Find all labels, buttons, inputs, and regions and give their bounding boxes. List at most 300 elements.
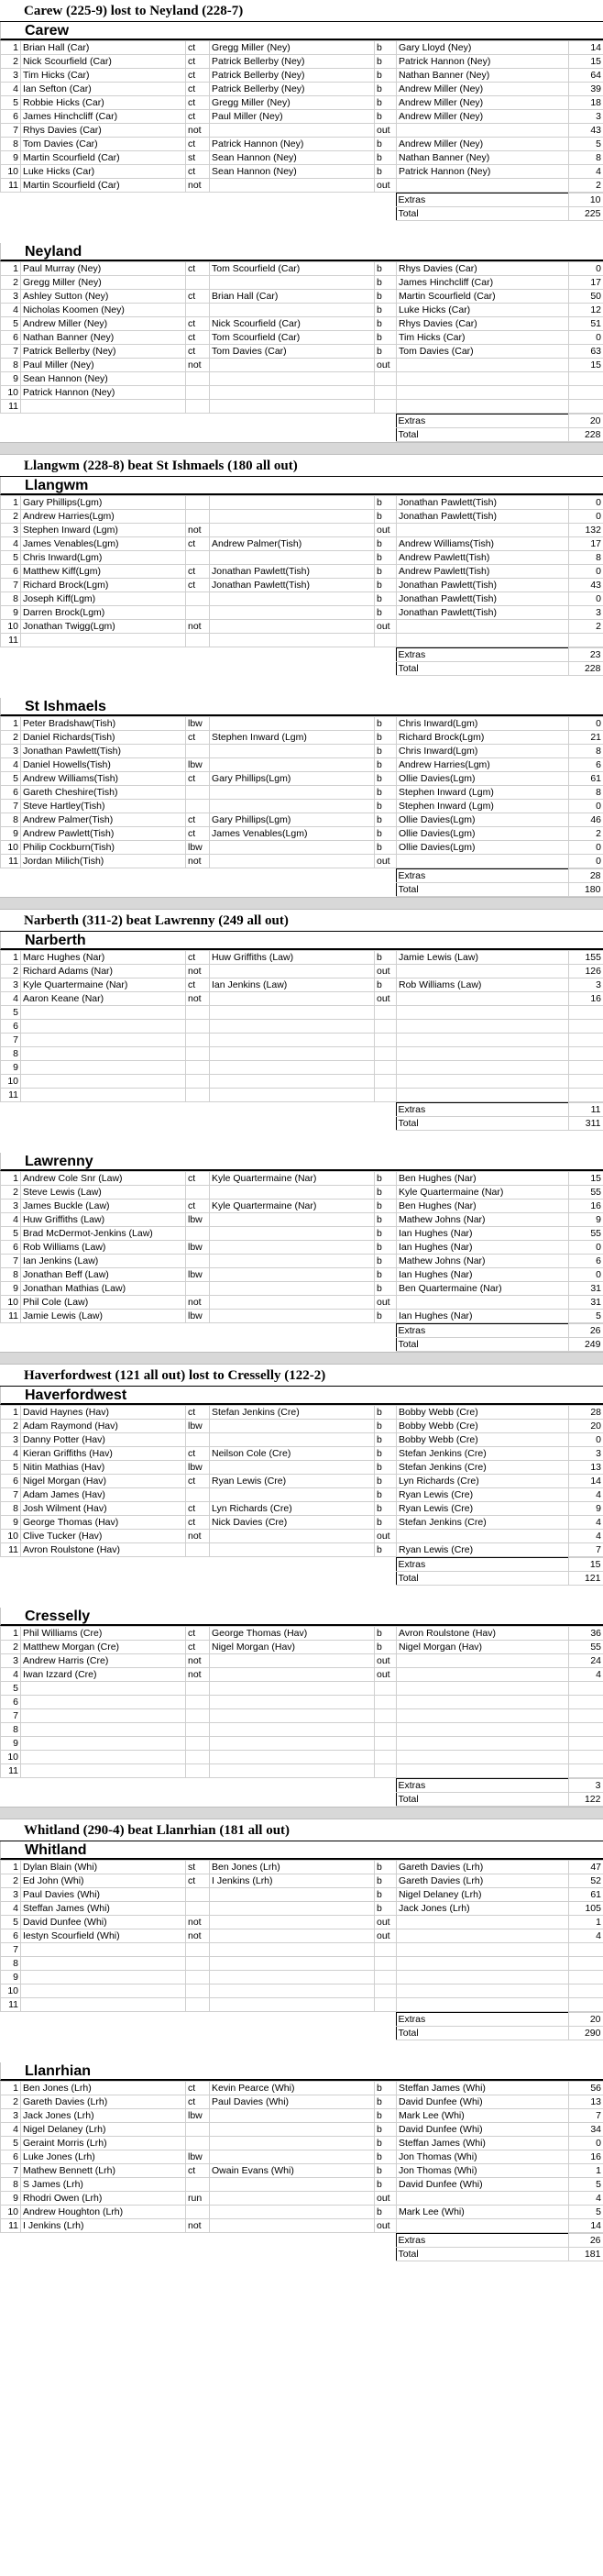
extras-value: 20 xyxy=(568,415,603,428)
batting-row xyxy=(1,1641,603,1654)
bowled-marker: b xyxy=(375,304,397,317)
batter-number: 9 xyxy=(1,372,21,386)
fielder-name: Tom Davies (Car) xyxy=(210,345,375,359)
batter-number: 7 xyxy=(1,579,21,592)
batter-number: 5 xyxy=(1,551,21,565)
batter-runs: 31 xyxy=(569,1282,603,1296)
batter-number: 10 xyxy=(1,1530,21,1543)
batter-runs xyxy=(569,1957,603,1971)
dismissal-type: lbw xyxy=(186,717,210,731)
bowled-marker xyxy=(375,1723,397,1737)
dismissal-type: ct xyxy=(186,1406,210,1420)
bowler-name: Martin Scourfield (Car) xyxy=(397,290,569,304)
batter-runs: 4 xyxy=(569,165,603,179)
bowled-marker xyxy=(375,1709,397,1723)
fielder-name xyxy=(210,304,375,317)
dismissal-type xyxy=(186,372,210,386)
fielder-name xyxy=(210,1530,375,1543)
batting-row xyxy=(1,1006,603,1020)
fielder-name: Jonathan Pawlett(Tish) xyxy=(210,565,375,579)
dismissal-type: ct xyxy=(186,165,210,179)
batting-row xyxy=(1,41,603,55)
batter-name: Jonathan Twigg(Lgm) xyxy=(21,620,186,634)
bowler-name: Andrew Miller (Ney) xyxy=(397,138,569,151)
dismissal-type xyxy=(186,1902,210,1916)
dismissal-type: not xyxy=(186,992,210,1006)
bowled-marker xyxy=(375,1006,397,1020)
team-name: Neyland xyxy=(0,243,603,261)
dismissal-type: lbw xyxy=(186,1310,210,1323)
bowler-name xyxy=(397,855,569,868)
batter-name: Nicholas Koomen (Ney) xyxy=(21,304,186,317)
bowled-marker xyxy=(375,1034,397,1047)
bowler-name: Jonathan Pawlett(Tish) xyxy=(397,592,569,606)
batting-row xyxy=(1,1420,603,1433)
batter-number: 7 xyxy=(1,2164,21,2178)
bowled-marker: b xyxy=(375,537,397,551)
bowler-name xyxy=(397,1047,569,1061)
batting-row xyxy=(1,2178,603,2192)
fielder-name: Andrew Palmer(Tish) xyxy=(210,537,375,551)
batter-name: Gareth Davies (Lrh) xyxy=(21,2095,186,2109)
batting-row xyxy=(1,1709,603,1723)
fielder-name xyxy=(210,1296,375,1310)
fielder-name: Ryan Lewis (Cre) xyxy=(210,1475,375,1488)
blank-cell xyxy=(0,1793,396,1807)
batter-runs: 46 xyxy=(569,813,603,827)
blank-cell xyxy=(0,2248,396,2261)
match-title: Haverfordwest (121 all out) lost to Cresselly (122-2) xyxy=(0,1365,603,1387)
bowler-name: Steffan James (Whi) xyxy=(397,2137,569,2150)
batter-number: 10 xyxy=(1,1751,21,1764)
batter-number: 10 xyxy=(1,1296,21,1310)
dismissal-type xyxy=(186,1006,210,1020)
bowled-marker: b xyxy=(375,565,397,579)
bowled-marker xyxy=(375,372,397,386)
dismissal-type: not xyxy=(186,965,210,978)
batting-row xyxy=(1,1723,603,1737)
batter-number: 11 xyxy=(1,400,21,414)
total-value: 290 xyxy=(568,2027,603,2040)
batter-number: 4 xyxy=(1,304,21,317)
batter-name: Stephen Inward (Lgm) xyxy=(21,524,186,537)
bowled-marker: b xyxy=(375,262,397,276)
batter-name: Gareth Cheshire(Tish) xyxy=(21,786,186,800)
batter-name: Clive Tucker (Hav) xyxy=(21,1530,186,1543)
bowled-marker: b xyxy=(375,800,397,813)
batter-number: 1 xyxy=(1,262,21,276)
batting-row xyxy=(1,978,603,992)
fielder-name xyxy=(210,2178,375,2192)
batter-name xyxy=(21,1682,186,1696)
total-row xyxy=(0,428,603,442)
batter-runs xyxy=(569,1998,603,2012)
batter-number: 1 xyxy=(1,1172,21,1186)
fielder-name: Stefan Jenkins (Cre) xyxy=(210,1406,375,1420)
extras-row xyxy=(0,1558,603,1572)
bowled-marker: b xyxy=(375,1172,397,1186)
bowler-name: Ian Hughes (Nar) xyxy=(397,1241,569,1255)
batter-number: 3 xyxy=(1,1433,21,1447)
batting-row xyxy=(1,2219,603,2233)
bowled-marker xyxy=(375,1985,397,1998)
bowled-marker: b xyxy=(375,1268,397,1282)
dismissal-type xyxy=(186,1061,210,1075)
batter-name: Rhys Davies (Car) xyxy=(21,124,186,138)
extras-row xyxy=(0,869,603,883)
batter-runs: 155 xyxy=(569,951,603,965)
bowler-name: Ollie Davies(Lgm) xyxy=(397,772,569,786)
batter-number: 10 xyxy=(1,1985,21,1998)
totals-table xyxy=(0,647,603,676)
bowled-marker: b xyxy=(375,772,397,786)
dismissal-type xyxy=(186,1047,210,1061)
bowled-marker: b xyxy=(375,1406,397,1420)
batter-name: Adam Raymond (Hav) xyxy=(21,1420,186,1433)
batting-row xyxy=(1,745,603,758)
bowled-marker: b xyxy=(375,1902,397,1916)
dismissal-type: ct xyxy=(186,2095,210,2109)
batter-name: Nitin Mathias (Hav) xyxy=(21,1461,186,1475)
fielder-name: Stephen Inward (Lgm) xyxy=(210,731,375,745)
extras-row xyxy=(0,648,603,662)
batter-name xyxy=(21,1957,186,1971)
bowled-marker: b xyxy=(375,41,397,55)
batter-name xyxy=(21,1075,186,1089)
dismissal-type: not xyxy=(186,359,210,372)
total-value: 228 xyxy=(568,662,603,676)
batter-runs: 0 xyxy=(569,565,603,579)
batter-number: 1 xyxy=(1,1861,21,1874)
total-value: 228 xyxy=(568,428,603,442)
bowled-marker xyxy=(375,1020,397,1034)
fielder-name xyxy=(210,1916,375,1929)
batter-number: 8 xyxy=(1,2178,21,2192)
bowled-marker: out xyxy=(375,124,397,138)
batter-number: 9 xyxy=(1,1971,21,1985)
bowled-marker: b xyxy=(375,69,397,83)
batter-number: 8 xyxy=(1,359,21,372)
batter-number: 2 xyxy=(1,1420,21,1433)
batting-row xyxy=(1,1654,603,1668)
batter-name: Luke Jones (Lrh) xyxy=(21,2150,186,2164)
batter-name: S James (Lrh) xyxy=(21,2178,186,2192)
batter-name: Martin Scourfield (Car) xyxy=(21,151,186,165)
batting-row xyxy=(1,1310,603,1323)
batter-runs: 14 xyxy=(569,2219,603,2233)
bowler-name: Patrick Hannon (Ney) xyxy=(397,165,569,179)
batter-runs: 0 xyxy=(569,510,603,524)
fielder-name: George Thomas (Hav) xyxy=(210,1627,375,1641)
blank-cell xyxy=(0,662,396,676)
fielder-name xyxy=(210,510,375,524)
dismissal-type xyxy=(186,1282,210,1296)
team-name: Haverfordwest xyxy=(0,1387,603,1405)
fielder-name xyxy=(210,386,375,400)
batter-name: Richard Brock(Lgm) xyxy=(21,579,186,592)
bowler-name: Andrew Miller (Ney) xyxy=(397,110,569,124)
batter-number: 3 xyxy=(1,2109,21,2123)
bowled-marker: b xyxy=(375,1627,397,1641)
batter-number: 1 xyxy=(1,41,21,55)
dismissal-type: ct xyxy=(186,83,210,96)
fielder-name xyxy=(210,1461,375,1475)
batting-row xyxy=(1,400,603,414)
bowled-marker: out xyxy=(375,620,397,634)
bowler-name: Chris Inward(Lgm) xyxy=(397,745,569,758)
batter-number: 10 xyxy=(1,841,21,855)
batter-name xyxy=(21,1089,186,1102)
batter-runs: 16 xyxy=(569,1200,603,1213)
bowled-marker: out xyxy=(375,1296,397,1310)
bowler-name: Stefan Jenkins (Cre) xyxy=(397,1516,569,1530)
batter-number: 11 xyxy=(1,179,21,193)
batter-name: Phil Cole (Law) xyxy=(21,1296,186,1310)
batting-row xyxy=(1,1682,603,1696)
batter-number: 2 xyxy=(1,731,21,745)
dismissal-type: lbw xyxy=(186,1241,210,1255)
batter-name: Andrew Cole Snr (Law) xyxy=(21,1172,186,1186)
batting-row xyxy=(1,813,603,827)
batting-row xyxy=(1,951,603,965)
batter-runs: 3 xyxy=(569,1447,603,1461)
bowler-name xyxy=(397,1296,569,1310)
batter-number: 6 xyxy=(1,331,21,345)
extras-label: Extras xyxy=(396,648,568,662)
extras-row xyxy=(0,193,603,207)
bowled-marker xyxy=(375,1696,397,1709)
total-row xyxy=(0,2027,603,2040)
batter-name: I Jenkins (Lrh) xyxy=(21,2219,186,2233)
batting-row xyxy=(1,1075,603,1089)
batter-runs: 39 xyxy=(569,83,603,96)
bowler-name: Mathew Johns (Nar) xyxy=(397,1255,569,1268)
batter-number: 7 xyxy=(1,1943,21,1957)
batting-row xyxy=(1,1186,603,1200)
bowler-name xyxy=(397,1020,569,1034)
batter-name: Jamie Lewis (Law) xyxy=(21,1310,186,1323)
bowled-marker: b xyxy=(375,1227,397,1241)
batting-row xyxy=(1,1916,603,1929)
dismissal-type xyxy=(186,1998,210,2012)
match-divider xyxy=(0,897,603,910)
batter-name xyxy=(21,1971,186,1985)
bowler-name xyxy=(397,2192,569,2206)
batter-runs xyxy=(569,1943,603,1957)
batter-runs: 0 xyxy=(569,841,603,855)
batting-row xyxy=(1,800,603,813)
batter-runs: 0 xyxy=(569,1433,603,1447)
batting-row xyxy=(1,1668,603,1682)
bowler-name: Jonathan Pawlett(Tish) xyxy=(397,606,569,620)
total-label: Total xyxy=(396,1117,568,1131)
bowler-name xyxy=(397,386,569,400)
fielder-name: Sean Hannon (Ney) xyxy=(210,165,375,179)
bowled-marker: b xyxy=(375,1241,397,1255)
batter-runs: 6 xyxy=(569,758,603,772)
batter-name: James Hinchcliff (Car) xyxy=(21,110,186,124)
match-section xyxy=(0,1365,603,1807)
batter-name: Danny Potter (Hav) xyxy=(21,1433,186,1447)
fielder-name xyxy=(210,1751,375,1764)
dismissal-type: ct xyxy=(186,55,210,69)
fielder-name xyxy=(210,1709,375,1723)
batter-number: 2 xyxy=(1,276,21,290)
dismissal-type xyxy=(186,1034,210,1047)
fielder-name xyxy=(210,1061,375,1075)
fielder-name xyxy=(210,1186,375,1200)
dismissal-type: not xyxy=(186,1668,210,1682)
batter-number: 6 xyxy=(1,1020,21,1034)
bowler-name xyxy=(397,1971,569,1985)
batter-name: Josh Wilment (Hav) xyxy=(21,1502,186,1516)
fielder-name xyxy=(210,1654,375,1668)
dismissal-type xyxy=(186,1971,210,1985)
batting-row xyxy=(1,110,603,124)
fielder-name xyxy=(210,592,375,606)
bowler-name xyxy=(397,1723,569,1737)
fielder-name xyxy=(210,1737,375,1751)
bowled-marker: b xyxy=(375,2150,397,2164)
dismissal-type xyxy=(186,745,210,758)
batter-number: 3 xyxy=(1,524,21,537)
bowler-name xyxy=(397,1089,569,1102)
batting-row xyxy=(1,2109,603,2123)
batter-runs xyxy=(569,1682,603,1696)
batter-number: 9 xyxy=(1,1516,21,1530)
fielder-name: Gregg Miller (Ney) xyxy=(210,96,375,110)
batter-runs: 64 xyxy=(569,69,603,83)
batting-row xyxy=(1,1213,603,1227)
bowler-name: Gareth Davies (Lrh) xyxy=(397,1874,569,1888)
bowler-name: Bobby Webb (Cre) xyxy=(397,1433,569,1447)
fielder-name xyxy=(210,1268,375,1282)
dismissal-type xyxy=(186,551,210,565)
batter-name: Nigel Delaney (Lrh) xyxy=(21,2123,186,2137)
batter-name: Philip Cockburn(Tish) xyxy=(21,841,186,855)
bowler-name: Jack Jones (Lrh) xyxy=(397,1902,569,1916)
bowled-marker: b xyxy=(375,1200,397,1213)
batting-row xyxy=(1,276,603,290)
batter-number: 4 xyxy=(1,537,21,551)
batter-name: Brian Hall (Car) xyxy=(21,41,186,55)
blank-cell xyxy=(0,883,396,897)
batter-name: Gary Phillips(Lgm) xyxy=(21,496,186,510)
bowler-name: Chris Inward(Lgm) xyxy=(397,717,569,731)
batter-name: Aaron Keane (Nar) xyxy=(21,992,186,1006)
batting-row xyxy=(1,1488,603,1502)
bowled-marker: b xyxy=(375,96,397,110)
bowled-marker: b xyxy=(375,276,397,290)
fielder-name xyxy=(210,1682,375,1696)
batter-name: Jordan Milich(Tish) xyxy=(21,855,186,868)
batting-row xyxy=(1,2123,603,2137)
total-value: 180 xyxy=(568,883,603,897)
batter-runs xyxy=(569,1696,603,1709)
dismissal-type: ct xyxy=(186,579,210,592)
bowled-marker: b xyxy=(375,55,397,69)
batting-row xyxy=(1,83,603,96)
dismissal-type: ct xyxy=(186,1502,210,1516)
batter-name xyxy=(21,1047,186,1061)
batter-number: 5 xyxy=(1,1461,21,1475)
batter-number: 10 xyxy=(1,386,21,400)
bowler-name: Stephen Inward (Lgm) xyxy=(397,800,569,813)
batter-number: 9 xyxy=(1,151,21,165)
bowler-name xyxy=(397,1957,569,1971)
bowled-marker: out xyxy=(375,2192,397,2206)
dismissal-type xyxy=(186,1723,210,1737)
batter-name: Patrick Hannon (Ney) xyxy=(21,386,186,400)
batter-runs xyxy=(569,1723,603,1737)
bowled-marker: b xyxy=(375,786,397,800)
batting-row xyxy=(1,1200,603,1213)
innings-gap xyxy=(0,676,603,698)
batter-name xyxy=(21,1006,186,1020)
batting-row xyxy=(1,1034,603,1047)
bowled-marker: out xyxy=(375,992,397,1006)
batting-row xyxy=(1,179,603,193)
bowler-name xyxy=(397,1696,569,1709)
fielder-name xyxy=(210,1075,375,1089)
dismissal-type: ct xyxy=(186,331,210,345)
batter-number: 2 xyxy=(1,2095,21,2109)
batting-table xyxy=(0,40,603,193)
dismissal-type: ct xyxy=(186,772,210,786)
fielder-name: Tom Scourfield (Car) xyxy=(210,262,375,276)
fielder-name xyxy=(210,786,375,800)
bowler-name: Jonathan Pawlett(Tish) xyxy=(397,510,569,524)
fielder-name: Owain Evans (Whi) xyxy=(210,2164,375,2178)
dismissal-type: ct xyxy=(186,951,210,965)
bowler-name: David Dunfee (Whi) xyxy=(397,2095,569,2109)
batter-number: 3 xyxy=(1,290,21,304)
batter-runs: 1 xyxy=(569,1916,603,1929)
bowled-marker: b xyxy=(375,290,397,304)
batter-name: Dylan Blain (Whi) xyxy=(21,1861,186,1874)
bowler-name: Nathan Banner (Ney) xyxy=(397,69,569,83)
batter-name: Robbie Hicks (Car) xyxy=(21,96,186,110)
dismissal-type xyxy=(186,1709,210,1723)
bowled-marker xyxy=(375,400,397,414)
batter-runs: 24 xyxy=(569,1654,603,1668)
batting-row xyxy=(1,1447,603,1461)
batter-runs: 16 xyxy=(569,992,603,1006)
bowled-marker: b xyxy=(375,978,397,992)
batter-number: 2 xyxy=(1,510,21,524)
match-divider xyxy=(0,1352,603,1365)
batting-row xyxy=(1,855,603,868)
bowled-marker: b xyxy=(375,83,397,96)
batter-runs: 14 xyxy=(569,41,603,55)
bowled-marker: out xyxy=(375,179,397,193)
bowled-marker xyxy=(375,1751,397,1764)
blank-cell xyxy=(0,1779,396,1793)
fielder-name xyxy=(210,1310,375,1323)
bowler-name: Rhys Davies (Car) xyxy=(397,317,569,331)
bowled-marker: out xyxy=(375,524,397,537)
batting-row xyxy=(1,620,603,634)
dismissal-type: not xyxy=(186,1916,210,1929)
innings-gap xyxy=(0,221,603,243)
blank-cell xyxy=(0,1572,396,1586)
extras-row xyxy=(0,1324,603,1338)
blank-cell xyxy=(0,648,396,662)
batting-row xyxy=(1,606,603,620)
total-row xyxy=(0,662,603,676)
dismissal-type xyxy=(186,1696,210,1709)
bowler-name: Nigel Delaney (Lrh) xyxy=(397,1888,569,1902)
